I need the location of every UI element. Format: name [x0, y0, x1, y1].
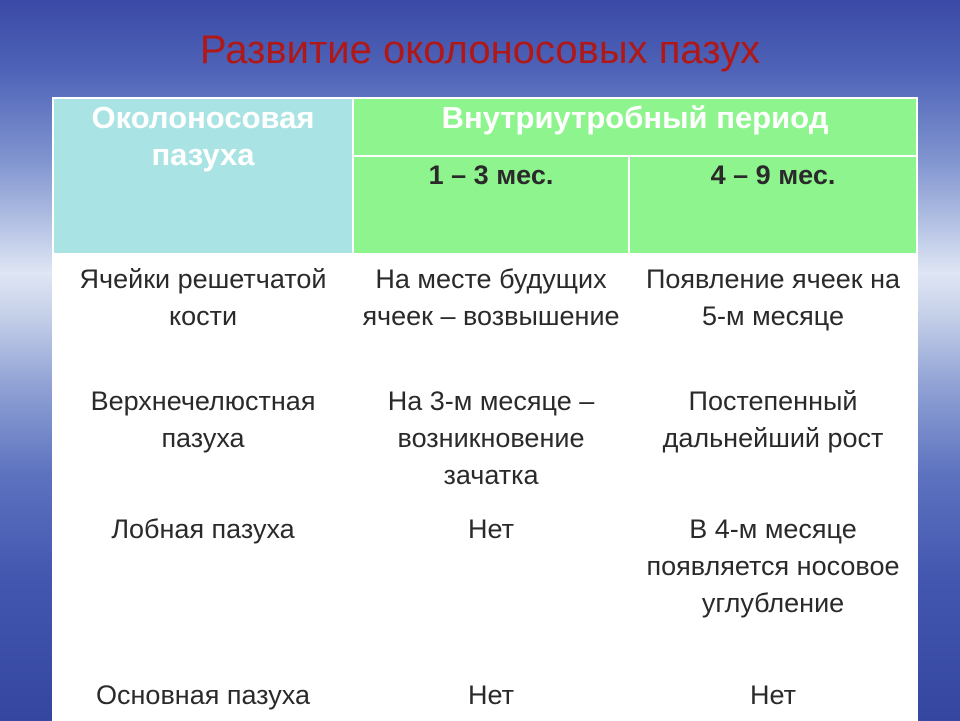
cell-sinus: Основная пазуха: [53, 668, 353, 720]
cell-1-3-months: Нет: [353, 504, 629, 668]
cell-4-9-months: В 4-м месяце появляется носовое углубление: [629, 504, 917, 668]
table-row: [53, 504, 917, 668]
cell-1-3-months: Нет: [353, 668, 629, 720]
table-row: [53, 254, 917, 376]
slide-title: Развитие околоносовых пазух: [199, 28, 761, 72]
header-row: [53, 98, 917, 156]
table-row: [53, 668, 917, 720]
cell-1-3-months: На 3-м месяце – возникновение зачатка: [353, 376, 629, 504]
sinus-column-header: Околоносовая пазуха: [53, 98, 353, 254]
cell-4-9-months: Нет: [629, 668, 917, 720]
cell-sinus: Верхнечелюстная пазуха: [53, 376, 353, 504]
cell-sinus: Ячейки решетчатой кости: [53, 254, 353, 376]
cell-1-3-months: На месте будущих ячеек – возвышение: [353, 254, 629, 376]
sinus-development-table: [52, 97, 918, 721]
subheader-4-9-months: 4 – 9 мес.: [629, 156, 917, 254]
table-row: [53, 376, 917, 504]
subheader-1-3-months: 1 – 3 мес.: [353, 156, 629, 254]
cell-4-9-months: Появление ячеек на 5-м месяце: [629, 254, 917, 376]
cell-sinus: Лобная пазуха: [53, 504, 353, 668]
cell-4-9-months: Постепенный дальнейший рост: [629, 376, 917, 504]
period-header: Внутриутробный период: [353, 98, 917, 156]
